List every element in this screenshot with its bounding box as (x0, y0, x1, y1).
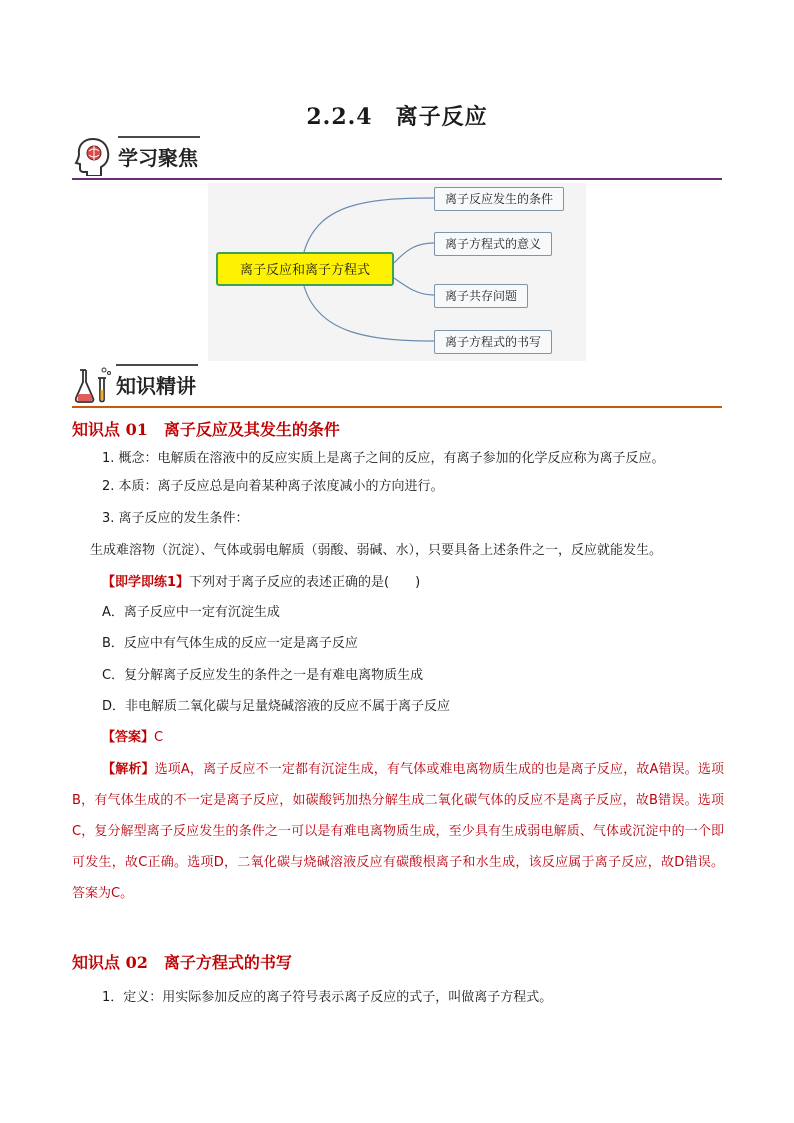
header-overline (118, 136, 200, 138)
definition-item: 1．定义：用实际参加反应的离子符号表示离子反应的式子，叫做离子方程式。 (102, 990, 553, 1005)
condition-item: 3. 离子反应的发生条件： (102, 511, 249, 526)
option-b: B．反应中有气体生成的反应一定是离子反应 (102, 636, 358, 651)
mind-map-center: 离子反应和离子方程式 (216, 252, 394, 286)
mind-map-branch: 离子方程式的意义 (434, 232, 552, 256)
option-a: A．离子反应中一定有沉淀生成 (102, 605, 280, 620)
header-overline (116, 364, 198, 366)
answer-value: C (154, 730, 164, 745)
exercise-tag: 【即学即练1】 (102, 575, 190, 590)
question-text: 下列对于离子反应的表述正确的是( ) (189, 575, 421, 590)
section-rule-focus (72, 178, 722, 180)
mind-map-branch: 离子反应发生的条件 (434, 187, 564, 211)
mind-map (208, 183, 586, 361)
option-d: D．非电解质二氧化碳与足量烧碱溶液的反应不属于离子反应 (102, 699, 451, 714)
analysis-text: 选项A，离子反应不一定都有沉淀生成，有气体或难电离物质生成的也是离子反应，故A错误。选项B，有气体生成的不一定是离子反应，如碳酸钙加热分解生成二氧化碳气体的反应不是离子反应，故B错误。选项C，复分解型离子反应发生的条件之一可以是有难电离物质生成，至少具有生成弱电解质、气体或沉淀中的一个即可发生，故C正确。选项D，二氧化碳与烧碱溶液反应有碳酸根离子和水生成，该反应属于离子反应，故D错误。答案为C。 (72, 762, 724, 901)
page-title: 2.2.4 离子反应 (306, 104, 488, 130)
option-c: C．复分解离子反应发生的条件之一是有难电离物质生成 (102, 668, 424, 683)
lab-flask-icon (74, 364, 112, 404)
exercise-question (102, 573, 420, 593)
mind-map-branch: 离子方程式的书写 (434, 330, 552, 354)
section-label-focus: 学习聚焦 (118, 146, 198, 170)
answer-line (102, 728, 163, 748)
section-header-knowledge (72, 362, 722, 408)
section-rule-knowledge (72, 406, 722, 408)
head-brain-icon (74, 136, 112, 176)
analysis-tag: 【解析】 (102, 762, 155, 777)
concept-item: 1. 概念：电解质在溶液中的反应实质上是离子之间的反应，有离子参加的化学反应称为离子反应。 (102, 451, 665, 466)
condition-text: 生成难溶物（沉淀）、气体或弱电解质（弱酸、弱碱、水），只要具备上述条件之一，反应就能发生。 (90, 543, 663, 558)
section-label-knowledge: 知识精讲 (116, 374, 196, 398)
essence-item: 2. 本质：离子反应总是向着某种离子浓度减小的方向进行。 (102, 479, 444, 494)
mind-map-branch: 离子共存问题 (434, 284, 528, 308)
knowledge-point-heading: 知识点 01 离子反应及其发生的条件 (72, 420, 340, 439)
knowledge-point-heading: 知识点 02 离子方程式的书写 (72, 953, 292, 972)
answer-tag: 【答案】 (102, 730, 155, 745)
section-header-focus (72, 134, 722, 180)
analysis-paragraph (72, 754, 724, 909)
